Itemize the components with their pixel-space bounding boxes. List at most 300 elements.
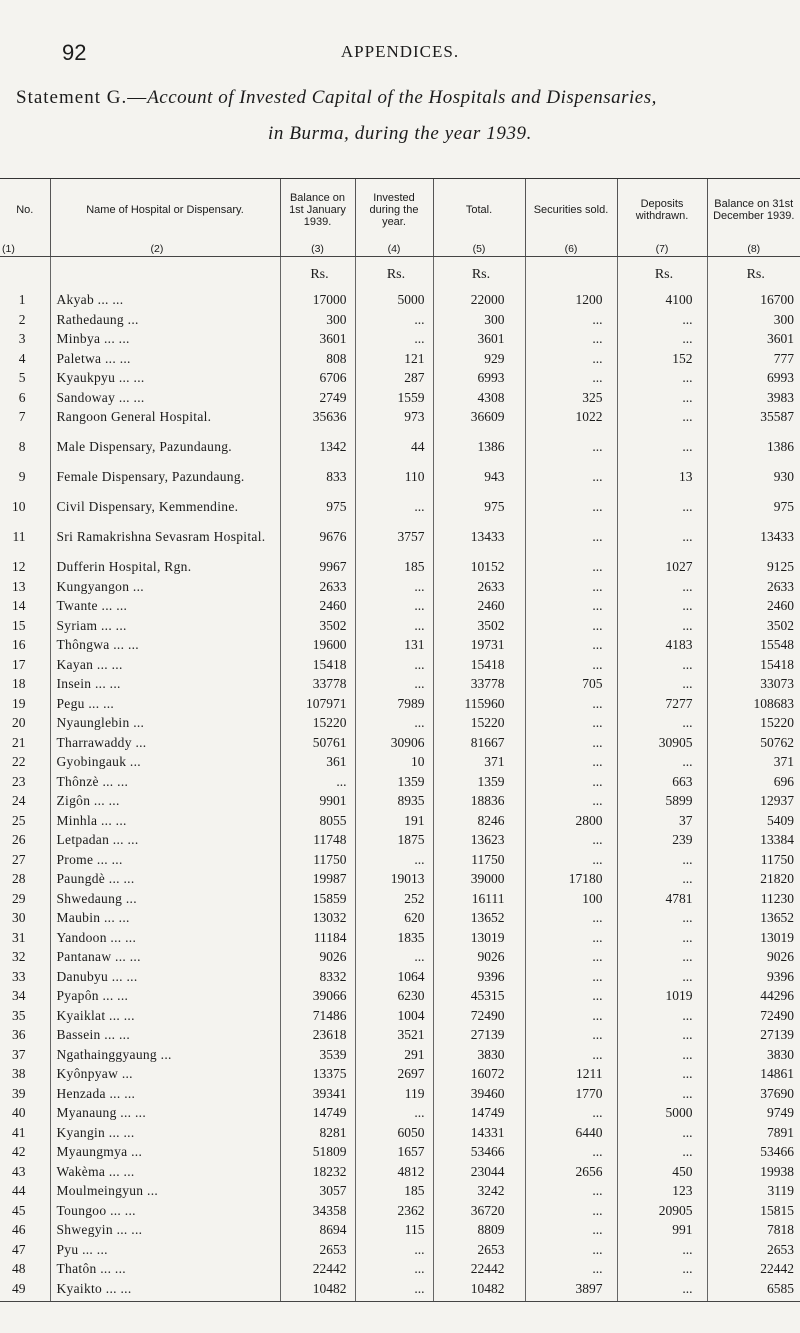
- row-number: 30: [12, 910, 26, 925]
- total-amount: 33778: [433, 677, 525, 697]
- opening-balance: 3539: [280, 1048, 355, 1068]
- opening-balance: 15859: [280, 892, 355, 912]
- row-number: 40: [12, 1105, 26, 1120]
- closing-balance: 3502: [707, 619, 800, 639]
- invested-amount: 1657: [355, 1145, 433, 1165]
- statement-title: [16, 87, 800, 109]
- total-amount: 22442: [433, 1262, 525, 1282]
- institution-name: Pegu ... ...: [50, 697, 280, 717]
- closing-balance: 15548: [707, 638, 800, 658]
- table-row: [0, 931, 800, 951]
- invested-amount: 115: [355, 1223, 433, 1243]
- row-number: 1: [18, 292, 26, 307]
- institution-name: Kyônpyaw ...: [50, 1067, 280, 1087]
- deposits-withdrawn: 20905: [617, 1204, 707, 1224]
- col-header-invested: Invested during the year.: [355, 179, 433, 241]
- table-row: [0, 1067, 800, 1087]
- deposits-withdrawn: ...: [617, 619, 707, 639]
- table-row: [0, 950, 800, 970]
- opening-balance: 8694: [280, 1223, 355, 1243]
- opening-balance: 3057: [280, 1184, 355, 1204]
- invested-amount: 291: [355, 1048, 433, 1068]
- securities-sold: ...: [525, 1009, 617, 1029]
- closing-balance: 15418: [707, 658, 800, 678]
- securities-sold: ...: [525, 638, 617, 658]
- deposits-withdrawn: ...: [617, 1262, 707, 1282]
- deposits-withdrawn: 152: [617, 352, 707, 372]
- table-body: [0, 257, 800, 1302]
- closing-balance: 7818: [707, 1223, 800, 1243]
- securities-sold: 2656: [525, 1165, 617, 1185]
- institution-name: Male Dispensary, Pazundaung.: [50, 440, 280, 470]
- deposits-withdrawn: ...: [617, 500, 707, 530]
- col-number: (6): [525, 241, 617, 257]
- invested-amount: 1559: [355, 391, 433, 411]
- invested-amount: 110: [355, 470, 433, 500]
- page-number: 92: [62, 40, 87, 65]
- deposits-withdrawn: 5000: [617, 1106, 707, 1126]
- deposits-withdrawn: ...: [617, 950, 707, 970]
- table-row: [0, 736, 800, 756]
- opening-balance: 18232: [280, 1165, 355, 1185]
- securities-sold: ...: [525, 560, 617, 580]
- closing-balance: 13019: [707, 931, 800, 951]
- col-number: (7): [617, 241, 707, 257]
- invested-amount: 287: [355, 371, 433, 391]
- closing-balance: 50762: [707, 736, 800, 756]
- total-amount: 3601: [433, 332, 525, 352]
- institution-name: Pyapôn ... ...: [50, 989, 280, 1009]
- securities-sold: 2800: [525, 814, 617, 834]
- deposits-withdrawn: ...: [617, 410, 707, 440]
- closing-balance: 15220: [707, 716, 800, 736]
- closing-balance: 2653: [707, 1243, 800, 1263]
- table-row: [0, 391, 800, 411]
- row-number: 48: [12, 1261, 26, 1276]
- institution-name: Kyaikto ... ...: [50, 1282, 280, 1302]
- total-amount: 53466: [433, 1145, 525, 1165]
- col-header-closing-balance: Balance on 31st December 1939.: [707, 179, 800, 241]
- row-number: 33: [12, 968, 26, 984]
- institution-name: Paletwa ... ...: [50, 352, 280, 372]
- total-amount: 2653: [433, 1243, 525, 1263]
- row-number: 21: [12, 734, 26, 750]
- securities-sold: ...: [525, 440, 617, 470]
- row-number: 49: [0, 1282, 50, 1302]
- opening-balance: 22442: [280, 1262, 355, 1282]
- row-number: 22: [12, 754, 26, 769]
- table-row: [0, 658, 800, 678]
- invested-amount: 44: [355, 440, 433, 470]
- deposits-withdrawn: 4781: [617, 892, 707, 912]
- table-row: [0, 814, 800, 834]
- total-amount: 8246: [433, 814, 525, 834]
- total-amount: 10482: [433, 1282, 525, 1302]
- securities-sold: ...: [525, 352, 617, 372]
- closing-balance: 22442: [707, 1262, 800, 1282]
- closing-balance: 371: [707, 755, 800, 775]
- closing-balance: 6993: [707, 371, 800, 391]
- invested-amount: 8935: [355, 794, 433, 814]
- deposits-withdrawn: ...: [617, 931, 707, 951]
- closing-balance: 6585: [707, 1282, 800, 1302]
- total-amount: 13019: [433, 931, 525, 951]
- total-amount: 300: [433, 313, 525, 333]
- invested-amount: 1004: [355, 1009, 433, 1029]
- row-number: 38: [12, 1066, 26, 1081]
- securities-sold: ...: [525, 775, 617, 795]
- closing-balance: 35587: [707, 410, 800, 440]
- table-row: [0, 853, 800, 873]
- closing-balance: 3119: [707, 1184, 800, 1204]
- deposits-withdrawn: 1019: [617, 989, 707, 1009]
- closing-balance: 13652: [707, 911, 800, 931]
- institution-name: Moulmeingyun ...: [50, 1184, 280, 1204]
- institution-name: Female Dispensary, Pazundaung.: [50, 470, 280, 500]
- deposits-withdrawn: 13: [617, 470, 707, 500]
- securities-sold: 3897: [525, 1282, 617, 1302]
- row-number: 20: [12, 715, 26, 730]
- row-number: 13: [12, 578, 26, 594]
- closing-balance: 1386: [707, 440, 800, 470]
- closing-balance: 72490: [707, 1009, 800, 1029]
- table-row: [0, 1087, 800, 1107]
- closing-balance: 696: [707, 775, 800, 795]
- currency-row: [0, 257, 800, 294]
- securities-sold: 1200: [525, 293, 617, 313]
- closing-balance: 9749: [707, 1106, 800, 1126]
- row-number: 27: [12, 851, 26, 867]
- institution-name: Kyaukpyu ... ...: [50, 371, 280, 391]
- institution-name: Thôngwa ... ...: [50, 638, 280, 658]
- row-number: 47: [12, 1241, 26, 1257]
- opening-balance: 14749: [280, 1106, 355, 1126]
- opening-balance: 15418: [280, 658, 355, 678]
- opening-balance: 23618: [280, 1028, 355, 1048]
- total-amount: 6993: [433, 371, 525, 391]
- invested-capital-table: [0, 178, 800, 1302]
- closing-balance: 53466: [707, 1145, 800, 1165]
- institution-name: Syriam ... ...: [50, 619, 280, 639]
- total-amount: 27139: [433, 1028, 525, 1048]
- deposits-withdrawn: 450: [617, 1165, 707, 1185]
- invested-amount: 30906: [355, 736, 433, 756]
- securities-sold: ...: [525, 716, 617, 736]
- row-number: 4: [18, 350, 26, 366]
- securities-sold: ...: [525, 1243, 617, 1263]
- col-header-opening-balance: Balance on 1st January 1939.: [280, 179, 355, 241]
- table-row: [0, 1223, 800, 1243]
- securities-sold: ...: [525, 1262, 617, 1282]
- deposits-withdrawn: 4100: [617, 293, 707, 313]
- opening-balance: 50761: [280, 736, 355, 756]
- securities-sold: ...: [525, 1048, 617, 1068]
- deposits-withdrawn: ...: [617, 580, 707, 600]
- total-amount: 10152: [433, 560, 525, 580]
- opening-balance: 9967: [280, 560, 355, 580]
- table-row: [0, 293, 800, 313]
- col-header-name: Name of Hospital or Dispensary.: [50, 179, 280, 241]
- table-row: [0, 638, 800, 658]
- closing-balance: 33073: [707, 677, 800, 697]
- securities-sold: ...: [525, 989, 617, 1009]
- closing-balance: 3830: [707, 1048, 800, 1068]
- currency-cell: [525, 257, 617, 294]
- securities-sold: ...: [525, 658, 617, 678]
- total-amount: 1386: [433, 440, 525, 470]
- securities-sold: 1211: [525, 1067, 617, 1087]
- institution-name: Shwegyin ... ...: [50, 1223, 280, 1243]
- total-amount: 14749: [433, 1106, 525, 1126]
- institution-name: Kungyangon ...: [50, 580, 280, 600]
- statement-subtitle: in Burma, during the year 1939.: [268, 123, 532, 144]
- opening-balance: 808: [280, 352, 355, 372]
- securities-sold: 100: [525, 892, 617, 912]
- securities-sold: ...: [525, 911, 617, 931]
- invested-amount: 185: [355, 1184, 433, 1204]
- opening-balance: 1342: [280, 440, 355, 470]
- institution-name: Dufferin Hospital, Rgn.: [50, 560, 280, 580]
- table-row: [0, 989, 800, 1009]
- total-amount: 3502: [433, 619, 525, 639]
- table-row: [0, 560, 800, 580]
- deposits-withdrawn: ...: [617, 755, 707, 775]
- institution-name: Kyangin ... ...: [50, 1126, 280, 1146]
- invested-amount: 131: [355, 638, 433, 658]
- invested-amount: 252: [355, 892, 433, 912]
- invested-amount: 10: [355, 755, 433, 775]
- closing-balance: 14861: [707, 1067, 800, 1087]
- securities-sold: 17180: [525, 872, 617, 892]
- securities-sold: ...: [525, 931, 617, 951]
- opening-balance: 833: [280, 470, 355, 500]
- invested-amount: 1835: [355, 931, 433, 951]
- invested-amount: ...: [355, 619, 433, 639]
- deposits-withdrawn: ...: [617, 1243, 707, 1263]
- row-number: 24: [12, 793, 26, 808]
- closing-balance: 15815: [707, 1204, 800, 1224]
- invested-amount: 3521: [355, 1028, 433, 1048]
- total-amount: 11750: [433, 853, 525, 873]
- deposits-withdrawn: ...: [617, 1126, 707, 1146]
- opening-balance: 11184: [280, 931, 355, 951]
- row-number: 45: [12, 1202, 26, 1218]
- closing-balance: 108683: [707, 697, 800, 717]
- deposits-withdrawn: ...: [617, 658, 707, 678]
- table-row: [0, 794, 800, 814]
- institution-name: Pyu ... ...: [50, 1243, 280, 1263]
- institution-name: Insein ... ...: [50, 677, 280, 697]
- institution-name: Zigôn ... ...: [50, 794, 280, 814]
- closing-balance: 13384: [707, 833, 800, 853]
- table-row: [0, 599, 800, 619]
- deposits-withdrawn: ...: [617, 599, 707, 619]
- row-number: 14: [12, 598, 26, 613]
- institution-name: Gyobingauk ...: [50, 755, 280, 775]
- table-row: [0, 1243, 800, 1263]
- institution-name: Yandoon ... ...: [50, 931, 280, 951]
- table-row: [0, 833, 800, 853]
- total-amount: 13652: [433, 911, 525, 931]
- opening-balance: 975: [280, 500, 355, 530]
- deposits-withdrawn: ...: [617, 332, 707, 352]
- invested-amount: 5000: [355, 293, 433, 313]
- invested-amount: 7989: [355, 697, 433, 717]
- institution-name: Twante ... ...: [50, 599, 280, 619]
- securities-sold: ...: [525, 794, 617, 814]
- table-row: [0, 970, 800, 990]
- invested-amount: 1064: [355, 970, 433, 990]
- institution-name: Sri Ramakrishna Sevasram Hospital.: [50, 530, 280, 560]
- currency-cell: [50, 257, 280, 294]
- closing-balance: 27139: [707, 1028, 800, 1048]
- row-number: 37: [12, 1046, 26, 1062]
- closing-balance: 5409: [707, 814, 800, 834]
- institution-name: Danubyu ... ...: [50, 970, 280, 990]
- closing-balance: 44296: [707, 989, 800, 1009]
- total-amount: 16111: [433, 892, 525, 912]
- col-number: (2): [50, 241, 280, 257]
- closing-balance: 930: [707, 470, 800, 500]
- institution-name: Kayan ... ...: [50, 658, 280, 678]
- institution-name: Kyaiklat ... ...: [50, 1009, 280, 1029]
- invested-amount: ...: [355, 1243, 433, 1263]
- securities-sold: ...: [525, 950, 617, 970]
- row-number: 17: [12, 656, 26, 672]
- institution-name: Sandoway ... ...: [50, 391, 280, 411]
- table-row: [0, 530, 800, 560]
- securities-sold: 1022: [525, 410, 617, 440]
- deposits-withdrawn: ...: [617, 371, 707, 391]
- table-row: [0, 1204, 800, 1224]
- invested-amount: ...: [355, 658, 433, 678]
- deposits-withdrawn: ...: [617, 1067, 707, 1087]
- securities-sold: ...: [525, 755, 617, 775]
- securities-sold: ...: [525, 833, 617, 853]
- deposits-withdrawn: ...: [617, 970, 707, 990]
- invested-amount: ...: [355, 580, 433, 600]
- row-number: 43: [12, 1163, 26, 1179]
- invested-amount: 973: [355, 410, 433, 440]
- invested-amount: 191: [355, 814, 433, 834]
- institution-name: Shwedaung ...: [50, 892, 280, 912]
- institution-name: Rathedaung ...: [50, 313, 280, 333]
- total-amount: 19731: [433, 638, 525, 658]
- opening-balance: 2633: [280, 580, 355, 600]
- institution-name: Prome ... ...: [50, 853, 280, 873]
- row-number: 18: [12, 676, 26, 691]
- row-number: 32: [12, 949, 26, 964]
- row-number: 16: [12, 637, 26, 652]
- table-row: [0, 677, 800, 697]
- total-amount: 36720: [433, 1204, 525, 1224]
- invested-amount: 620: [355, 911, 433, 931]
- opening-balance: ...: [280, 775, 355, 795]
- opening-balance: 8332: [280, 970, 355, 990]
- deposits-withdrawn: ...: [617, 1028, 707, 1048]
- col-number: (3): [280, 241, 355, 257]
- table-row: [0, 580, 800, 600]
- total-amount: 45315: [433, 989, 525, 1009]
- row-number: 31: [12, 929, 26, 945]
- opening-balance: 35636: [280, 410, 355, 440]
- securities-sold: ...: [525, 1106, 617, 1126]
- institution-name: Bassein ... ...: [50, 1028, 280, 1048]
- row-number: 8: [18, 439, 26, 454]
- deposits-withdrawn: ...: [617, 853, 707, 873]
- institution-name: Thatôn ... ...: [50, 1262, 280, 1282]
- table-row: [0, 410, 800, 440]
- invested-amount: ...: [355, 677, 433, 697]
- opening-balance: 19600: [280, 638, 355, 658]
- table-row: [0, 1262, 800, 1282]
- deposits-withdrawn: 991: [617, 1223, 707, 1243]
- currency-cell: Rs.: [707, 257, 800, 294]
- securities-sold: ...: [525, 1204, 617, 1224]
- total-amount: 18836: [433, 794, 525, 814]
- institution-name: Rangoon General Hospital.: [50, 410, 280, 440]
- total-amount: 13433: [433, 530, 525, 560]
- invested-amount: ...: [355, 1262, 433, 1282]
- securities-sold: ...: [525, 500, 617, 530]
- opening-balance: 8055: [280, 814, 355, 834]
- table-row: [0, 892, 800, 912]
- row-number: 23: [12, 773, 26, 789]
- invested-amount: 6050: [355, 1126, 433, 1146]
- row-number: 29: [12, 890, 26, 906]
- total-amount: 9396: [433, 970, 525, 990]
- currency-cell: Rs.: [617, 257, 707, 294]
- securities-sold: ...: [525, 1145, 617, 1165]
- col-header-securities-sold: Securities sold.: [525, 179, 617, 241]
- deposits-withdrawn: 5899: [617, 794, 707, 814]
- total-amount: 2633: [433, 580, 525, 600]
- table-row: [0, 332, 800, 352]
- total-amount: 2460: [433, 599, 525, 619]
- col-number: (1): [0, 241, 50, 257]
- table-header: [0, 179, 800, 257]
- row-number: 2: [18, 311, 26, 327]
- deposits-withdrawn: ...: [617, 1009, 707, 1029]
- closing-balance: 7891: [707, 1126, 800, 1146]
- invested-amount: 2362: [355, 1204, 433, 1224]
- statement-description: Account of Invested Capital of the Hospitals and Dispensaries,: [147, 87, 657, 108]
- table-row: [0, 1028, 800, 1048]
- securities-sold: ...: [525, 1028, 617, 1048]
- opening-balance: 8281: [280, 1126, 355, 1146]
- opening-balance: 39341: [280, 1087, 355, 1107]
- opening-balance: 9676: [280, 530, 355, 560]
- row-number: 9: [18, 469, 26, 484]
- table-row: [0, 440, 800, 470]
- opening-balance: 9026: [280, 950, 355, 970]
- invested-amount: ...: [355, 950, 433, 970]
- row-number: 44: [12, 1183, 26, 1198]
- total-amount: 39460: [433, 1087, 525, 1107]
- closing-balance: 11230: [707, 892, 800, 912]
- total-amount: 9026: [433, 950, 525, 970]
- institution-name: Henzada ... ...: [50, 1087, 280, 1107]
- opening-balance: 39066: [280, 989, 355, 1009]
- table-row: [0, 1126, 800, 1146]
- table-row: [0, 352, 800, 372]
- total-amount: 8809: [433, 1223, 525, 1243]
- total-amount: 3242: [433, 1184, 525, 1204]
- invested-amount: 1359: [355, 775, 433, 795]
- invested-amount: 6230: [355, 989, 433, 1009]
- row-number: 36: [12, 1027, 26, 1042]
- opening-balance: 71486: [280, 1009, 355, 1029]
